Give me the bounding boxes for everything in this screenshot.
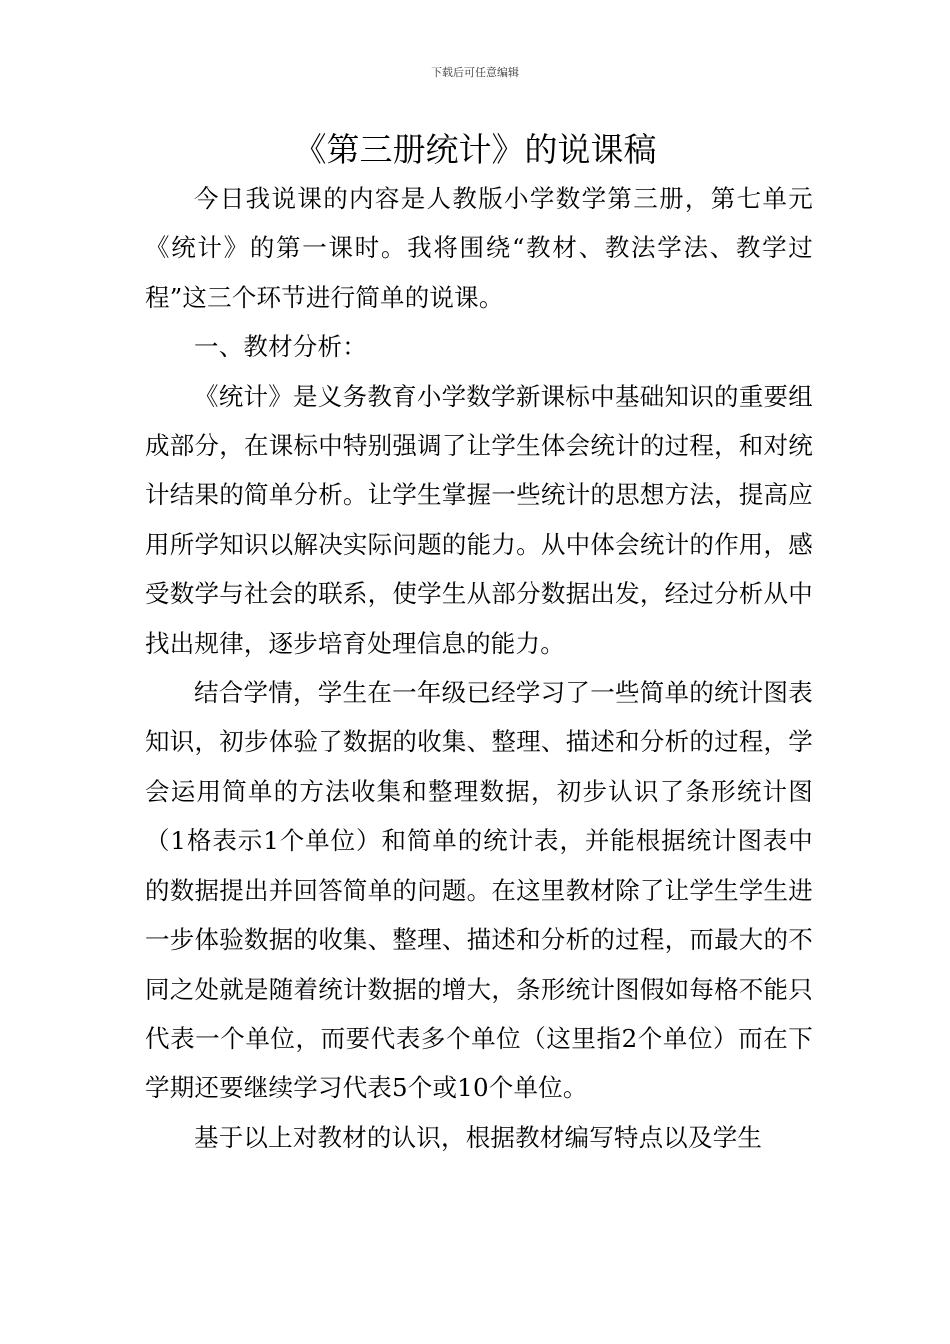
section-heading-textbook-analysis: 一、教材分析： — [194, 332, 367, 362]
textbook-analysis-paragraph: 《统计》是义务教育小学数学新课标中基础知识的重要组成部分，在课标中特别强调了让学生体会统计的过程，和对统计结果的简单分析。让学生掌握一些统计的思想方法，提高应用所学知识以解决实际问题的能力。从中体会统计的作用，感受数学与社会的联系，使学生从部分数据出发，经过分析从中找出规律，逐步培育处理信息的能力。 — [145, 381, 813, 658]
document-title: 《第三册统计》的说课稿 — [293, 130, 657, 169]
document-body — [145, 174, 813, 1162]
intro-paragraph: 今日我说课的内容是人教版小学数学第三册，第七单元《统计》的第一课时。我将围绕“教材、教法学法、教学过程”这三个环节进行简单的说课。 — [145, 184, 813, 312]
student-situation-paragraph: 结合学情，学生在一年级已经学习了一些简单的统计图表知识，初步体验了数据的收集、整理、描述和分析的过程，学会运用简单的方法收集和整理数据，初步认识了条形统计图（1格表示1个单位）和简单的统计表，并能根据统计图表中的数据提出并回答简单的问题。在这里教材除了让学生学生进一步体验数据的收集、整理、描述和分析的过程，而最大的不同之处就是随着统计数据的增大，条形统计图假如每格不能只代表一个单位，而要代表多个单位（这里指2个单位）而在下学期还要继续学习代表5个或10个单位。 — [145, 678, 813, 1103]
conclusion-paragraph: 基于以上对教材的认识，根据教材编写特点以及学生 — [194, 1122, 763, 1152]
header-note: 下载后可任意编辑 — [431, 66, 519, 79]
